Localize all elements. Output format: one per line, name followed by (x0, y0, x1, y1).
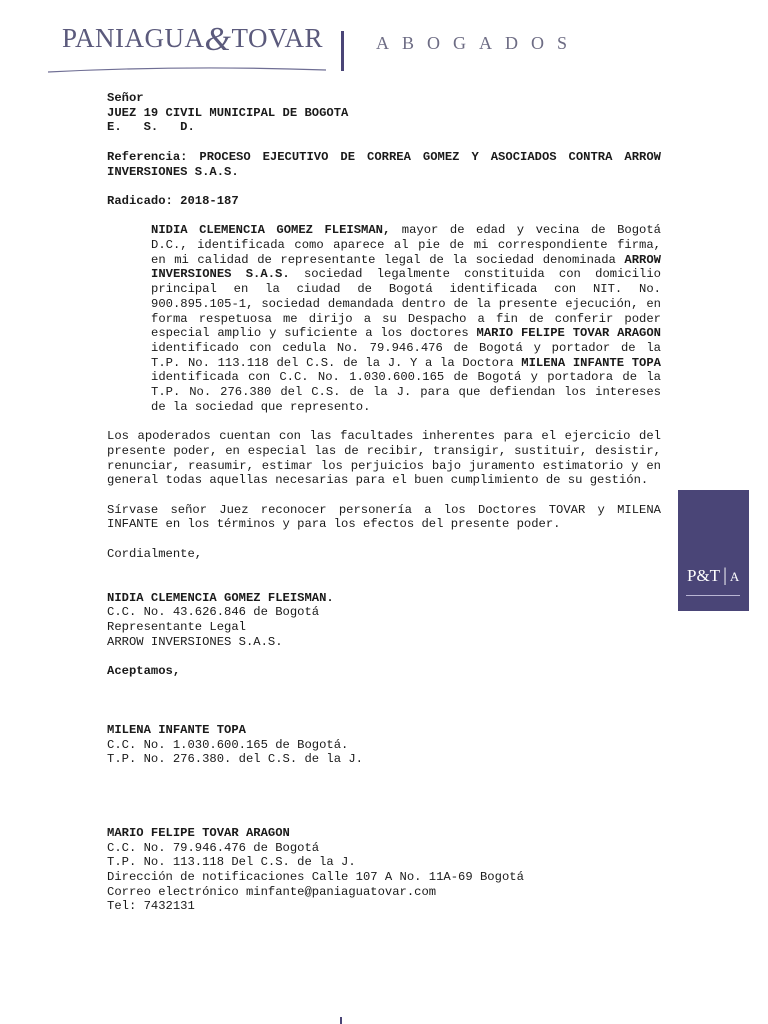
monogram-rule (686, 595, 740, 596)
attorney-block-2 (107, 826, 661, 914)
attorney2-tp: T.P. No. 113.118 Del C.S. de la J. (107, 855, 356, 870)
grantor-name: NIDIA CLEMENCIA GOMEZ FLEISMAN, (151, 223, 391, 238)
letter-body (107, 91, 661, 914)
signer-block (107, 591, 661, 650)
logo-swoosh-icon (46, 66, 328, 74)
signer-name: NIDIA CLEMENCIA GOMEZ FLEISMAN. (107, 590, 334, 605)
radicado: Radicado: 2018-187 (107, 193, 239, 208)
attorney2-id: C.C. No. 79.946.476 de Bogotá (107, 840, 320, 855)
contact-email: Correo electrónico minfante@paniaguatovar.com (107, 884, 437, 899)
attorney-name-2: MILENA INFANTE TOPA (521, 355, 661, 370)
firm-logo (62, 21, 324, 58)
signer-id: C.C. No. 43.626.846 de Bogotá (107, 605, 320, 620)
monogram (687, 565, 740, 586)
signer-company: ARROW INVERSIONES S.A.S. (107, 634, 283, 649)
acceptance: Aceptamos, (107, 664, 181, 679)
monogram-separator: | (723, 565, 727, 586)
monogram-left: P&T (687, 566, 721, 585)
paragraph-request: Sírvase señor Juez reconocer personería a los Doctores TOVAR y MILENA INFANTE en los términos y para los efectos del presente poder. (107, 502, 661, 532)
brand-left: PANIAGUA (62, 23, 205, 53)
company-name: ARROW INVERSIONES S.A.S. (151, 252, 661, 282)
attorney-block-1 (107, 723, 661, 767)
esd-line: E. S. D. (107, 120, 195, 135)
address-block (107, 91, 661, 135)
contact-phone: Tel: 7432131 (107, 899, 195, 914)
recipient: JUEZ 19 CIVIL MUNICIPAL DE BOGOTA (107, 105, 349, 120)
closing: Cordialmente, (107, 546, 203, 561)
reference-line: Referencia: PROCESO EJECUTIVO DE CORREA GOMEZ Y ASOCIADOS CONTRA ARROW INVERSIONES S.A.S. (107, 149, 661, 179)
attorney-name-1: MARIO FELIPE TOVAR ARAGON (476, 326, 661, 341)
notification-address: Dirección de notificaciones Calle 107 A No. 11A-69 Bogotá (107, 870, 524, 885)
brand-ampersand: & (204, 21, 232, 58)
signer-role: Representante Legal (107, 620, 246, 635)
salutation: Señor (107, 91, 144, 105)
brand-right: TOVAR (231, 23, 324, 53)
side-monogram-badge (678, 490, 749, 611)
attorney2-name: MARIO FELIPE TOVAR ARAGON (107, 825, 290, 840)
attorney1-tp: T.P. No. 276.380. del C.S. de la J. (107, 752, 363, 767)
monogram-right: A (729, 569, 740, 584)
attorney1-id: C.C. No. 1.030.600.165 de Bogotá. (107, 737, 349, 752)
footer-divider (340, 1017, 342, 1024)
attorney1-name: MILENA INFANTE TOPA (107, 723, 246, 738)
paragraph-power-grant: NIDIA CLEMENCIA GOMEZ FLEISMAN, mayor de edad y vecina de Bogotá D.C., identificada como aparece al pie de mi correspondiente firma, en mi calidad de representante legal de la sociedad denominada ARROW INVERSIONES S.A.S. sociedad legalmente constituida con domicilio principal en la ciudad de Bogotá identificada con NIT. No. 900.895.105-1, sociedad demandada dentro de la presente ejecución, en forma respetuosa me dirijo a su Despacho a fin de conferir poder especial amplio y suficiente a los doctores MARIO FELIPE TOVAR ARAGON identificado con cedula No. 79.946.476 de Bogotá y portador de la T.P. No. 113.118 del C.S. de la J. Y a la Doctora MILENA INFANTE TOPA identificada con C.C. No. 1.030.600.165 de Bogotá y portadora de la T.P. No. 276.380 del C.S. de la J. para que defiendan los intereses de la sociedad que represento. (151, 223, 661, 414)
letterhead (0, 0, 768, 80)
paragraph-faculties: Los apoderados cuentan con las facultades inherentes para el ejercicio del presente poder, en especial las de recibir, transigir, sustituir, desistir, renunciar, reasumir, estimar los perjuicios bajo juramento estimatorio y en general todas aquellas necesarias para el buen cumplimiento de su gestión. (107, 429, 661, 488)
firm-tagline: ABOGADOS (376, 33, 581, 53)
letterhead-divider (341, 31, 344, 71)
